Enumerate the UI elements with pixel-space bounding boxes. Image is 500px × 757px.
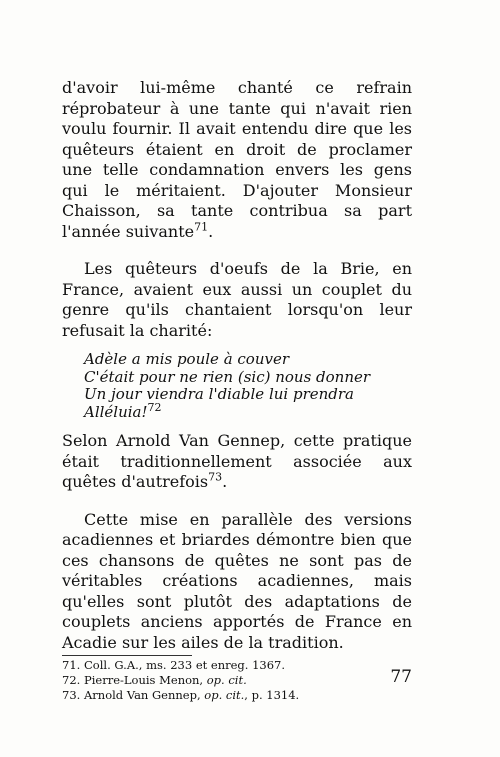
footnote-ref-71: 71: [194, 220, 209, 234]
verse-line-3: Un jour viendra l'diable lui prendra: [84, 385, 354, 403]
paragraph-4: Cette mise en parallèle des versions acadiennes et briardes démontre bien que ces chansons de quêtes ne sont pas de véritables créations acadiennes, mais qu'elles sont plutôt des adaptations de couplets anciens apportés de France en Acadie sur les ailes de la tradition.: [62, 509, 412, 652]
footnote-71: 71. Coll. G.A., ms. 233 et enreg. 1367.: [62, 658, 286, 672]
footnote-ref-72: 72: [147, 400, 162, 414]
footnote-72: 72. Pierre-Louis Menon, op. cit.: [62, 673, 247, 687]
paragraph-1-text: d'avoir lui-même chanté ce refrain réprobateur à une tante qui n'avait rien voulu fournir. Il avait entendu dire que les quêteurs étaient en droit de proclamer une telle condamnation envers les gens qui le méritaient. D'ajouter Monsieur Chaisson, sa tante contribua sa part l'année suivante: [62, 78, 412, 241]
verse-block: [62, 351, 412, 421]
verse-line-2: C'était pour ne rien (sic) nous donner: [84, 367, 371, 386]
paragraph-3: Selon Arnold Van Gennep, cette pratique était traditionnellement associée aux quêtes d'autrefois$^{73}$.: [62, 431, 412, 491]
page-number: 77: [390, 667, 412, 687]
paragraph-1: d'avoir lui-même chanté ce refrain réprobateur à une tante qui n'avait rien voulu fournir. Il avait entendu dire que les quêteurs étaient en droit de proclamer une telle condamnation envers les gens qui le méritaient. D'ajouter Monsieur Chaisson, sa tante contribua sa part l'année suivante$^{71}$.: [62, 78, 412, 241]
paragraph-3-text: Selon Arnold Van Gennep, cette pratique était traditionnellement associée aux quêtes d'autrefois: [62, 431, 412, 491]
paragraph-2: Les quêteurs d'oeufs de la Brie, en France, avaient eux aussi un couplet du genre qu'ils chantaient lorsqu'on leur refusait la charité:: [62, 259, 412, 340]
verse-line-4-text: Alléluia!: [84, 402, 148, 421]
footnotes: [62, 656, 412, 703]
footnote-73: 73. Arnold Van Gennep, op. cit., p. 1314.: [62, 688, 300, 702]
verse-line-4: [84, 400, 412, 422]
footnote-ref-73: 73: [208, 470, 223, 484]
verse-line-1: Adèle a mis poule à couver: [84, 350, 290, 368]
